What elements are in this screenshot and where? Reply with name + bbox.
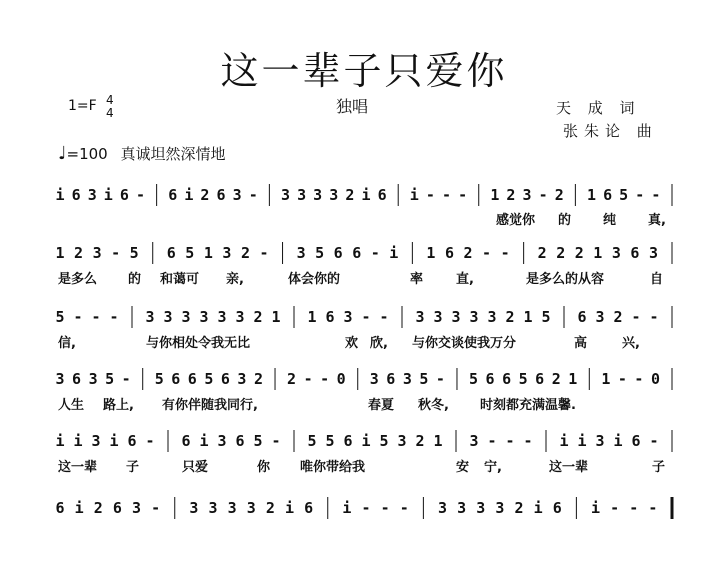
note: i [590,499,601,517]
note: 5 [204,370,214,388]
note: 2 [345,186,355,204]
note: 3 [487,308,497,326]
lyric: 率 [410,272,424,287]
note: 3 [397,432,407,450]
note: 3 [369,370,379,388]
note: 3 [208,499,218,517]
lyric: 欣, [370,336,388,351]
note: i [361,432,371,450]
note: - [121,370,131,388]
note: 6 [235,432,245,450]
note: i [109,432,119,450]
note: 5 [468,370,479,388]
note: 3 [92,244,102,262]
note: 6 [535,370,545,388]
lyric: 高 [574,336,588,351]
note: 3 [189,499,199,517]
lyric: 纯 [603,213,617,228]
lyric: 的 [128,272,142,287]
note: 6 [168,186,178,204]
note: 6 [386,370,396,388]
lyric: 信, [58,336,76,351]
note: 6 [552,499,562,517]
note: 3 [227,499,237,517]
note: 1 [426,244,436,262]
note: - [379,308,389,326]
lyric: 的 [558,213,572,228]
note: - [617,370,627,388]
note: 5 [619,186,629,204]
note: - [610,499,620,517]
lyric: 体会你的 [288,272,341,287]
lyric: 欢 [345,336,359,351]
lyric: 有你伴随我同行, [162,398,258,413]
note: 2 [537,244,547,262]
key-signature: 1=F [68,98,97,114]
note: 3 [437,499,448,517]
note: 6 [631,432,641,450]
note: 3 [235,308,245,326]
lyric: 是多么 [58,272,98,287]
note: 3 [246,499,256,517]
note: 6 [304,499,314,517]
note: i [73,432,83,450]
lyric: 时刻都充满温馨. [480,398,576,413]
note: - [151,499,161,517]
note: 2 [287,370,297,388]
note: 3 [648,244,658,262]
note: 6 [325,308,335,326]
note: 3 [199,308,209,326]
lyric: 只爱 [182,460,209,475]
note: 6 [216,186,226,204]
note: - [271,432,281,450]
note: 6 [71,186,81,204]
note: - [320,370,330,388]
note: 1 [271,308,281,326]
note: 0 [650,370,660,388]
note: 1 [586,186,596,204]
note: 1 [568,370,578,388]
expression-text: 真诚坦然深情地 [120,145,226,163]
note: - [635,186,645,204]
note: 3 [495,499,505,517]
note: 2 [240,244,250,262]
note: - [631,308,641,326]
note: - [370,244,380,262]
lyric: 直, [456,272,474,287]
note: 1 [55,244,65,262]
note: 1 [433,432,443,450]
lyric: 路上, [103,398,134,413]
lyric: 这一辈 [58,460,98,475]
note: 3 [611,244,621,262]
lyric: 感觉你 [496,213,536,228]
note: 3 [91,432,101,450]
note: 3 [595,308,605,326]
note: - [91,308,101,326]
note: 5 [129,244,139,262]
lyricist-credit: 天 成 词 [556,99,641,117]
note: 6 [220,370,230,388]
note: 3 [297,186,307,204]
lyric: 是多么的从容 [526,272,605,287]
note: 6 [352,244,362,262]
note: 6 [166,244,176,262]
note: - [651,186,661,204]
note: 3 [222,244,232,262]
time-sig-bottom: 4 [106,106,114,120]
note: 2 [574,244,584,262]
note: 2 [265,499,275,517]
note: 5 [154,370,164,388]
note: - [425,186,435,204]
note: 5 [379,432,389,450]
note: - [487,432,497,450]
note: 3 [457,499,467,517]
note: 2 [463,244,473,262]
note: 6 [119,186,129,204]
note: 3 [163,308,173,326]
note: 6 [343,432,353,450]
note: - [629,499,639,517]
note: 6 [577,308,587,326]
note: 2 [74,244,84,262]
note: - [538,186,548,204]
note: 2 [506,186,516,204]
lyric: 与你相处令我无比 [146,336,251,351]
note: 3 [329,186,339,204]
note: 6 [55,499,65,517]
note: i [199,432,209,450]
note: 3 [451,308,461,326]
note: - [145,432,155,450]
note: 2 [551,370,561,388]
note: 2 [556,244,566,262]
note: 1 [307,308,317,326]
subtitle: 独唱 [336,97,369,116]
note: i [55,432,65,450]
note: 6 [603,186,613,204]
note: 3 [313,186,323,204]
note: 6 [112,499,122,517]
lyric: 自 [650,272,664,287]
note: i [284,499,295,517]
note: 6 [444,244,454,262]
note: - [136,186,146,204]
note: 3 [232,186,242,204]
note: - [303,370,313,388]
note: 3 [181,308,191,326]
note: - [435,370,445,388]
note: 2 [554,186,564,204]
note: 5 [315,244,325,262]
note: 6 [72,370,82,388]
lyric: 唯你带给我 [300,460,366,475]
note: - [458,186,468,204]
note: 2 [253,370,264,388]
note: 1 [601,370,611,388]
note: 1 [203,244,213,262]
note: i [389,244,399,262]
lyric: 亲, [226,272,244,287]
note: 2 [514,499,524,517]
note: 3 [522,186,532,204]
note: 1 [490,186,500,204]
note: - [649,308,659,326]
note: - [634,370,644,388]
note: 2 [93,499,103,517]
note: 6 [333,244,343,262]
note: 3 [145,308,155,326]
note: 5 [518,370,528,388]
note: 3 [87,186,97,204]
note: 5 [105,370,115,388]
note: 6 [181,432,191,450]
note: 3 [88,370,98,388]
note: 1 [593,244,603,262]
note: 6 [187,370,197,388]
note: 3 [296,244,306,262]
note: 5 [55,308,65,326]
note: 3 [402,370,412,388]
note: - [380,499,390,517]
note: 3 [415,308,425,326]
note: 3 [469,308,479,326]
note: 6 [377,186,387,204]
note: 1 [523,308,533,326]
note: 2 [415,432,425,450]
note: - [248,186,258,204]
note: 5 [325,432,335,450]
note: i [613,432,623,450]
note: 6 [630,244,640,262]
note: i [184,186,194,204]
note: i [103,186,113,204]
lyric: 子 [126,460,140,475]
time-sig-top: 4 [106,93,114,107]
song-title: 这一辈子只爱你 [220,49,508,93]
note: i [559,432,569,450]
note: 3 [55,370,65,388]
note: - [523,432,533,450]
quarter-note-icon: ♩ [58,143,67,164]
note: i [342,499,352,517]
note: 6 [127,432,137,450]
lyric: 子 [652,460,666,475]
note: 2 [505,308,515,326]
note: 5 [253,432,263,450]
note: 3 [476,499,486,517]
note: - [73,308,83,326]
note: - [109,308,119,326]
tempo-value: =100 [66,145,108,163]
note: i [577,432,587,450]
note: 3 [131,499,142,517]
note: 3 [469,432,479,450]
note: 6 [171,370,181,388]
lyric: 你 [257,460,271,475]
note: 5 [307,432,317,450]
lyric: 和蔼可 [160,272,200,287]
note: - [482,244,492,262]
note: i [533,499,543,517]
note: i [361,186,371,204]
lyric: 这一辈 [549,460,589,475]
note: 5 [185,244,195,262]
lyric: 兴, [622,336,640,351]
lyric: 秋冬, [418,398,449,413]
note: i [55,186,65,204]
note: 2 [253,308,263,326]
lyric: 人生 [58,398,85,413]
note: 5 [419,370,429,388]
note: - [399,499,409,517]
note: 3 [343,308,353,326]
note: - [111,244,121,262]
note: 6 [502,370,512,388]
note: 0 [336,370,346,388]
note: - [500,244,510,262]
lyric: 真, [648,213,666,228]
lyric: 与你交谈使我万分 [412,336,517,351]
note: 2 [200,186,210,204]
note: - [361,308,371,326]
note: 3 [595,432,605,450]
composer-credit: 张朱论 曲 [563,122,658,140]
note: 3 [217,308,227,326]
lyric: 春夏 [368,398,395,413]
note: 3 [433,308,443,326]
note: - [649,432,659,450]
lyric: 安 [456,460,470,475]
note: i [74,499,84,517]
note: - [648,499,658,517]
note: - [505,432,515,450]
note: - [361,499,371,517]
note: - [442,186,452,204]
note: 3 [217,432,227,450]
note: 2 [613,308,623,326]
note: 3 [237,370,247,388]
lyric: 宁, [484,460,502,475]
note: 5 [541,308,551,326]
note: - [259,244,269,262]
note: i [409,186,419,204]
note: 6 [485,370,495,388]
note: 3 [280,186,290,204]
